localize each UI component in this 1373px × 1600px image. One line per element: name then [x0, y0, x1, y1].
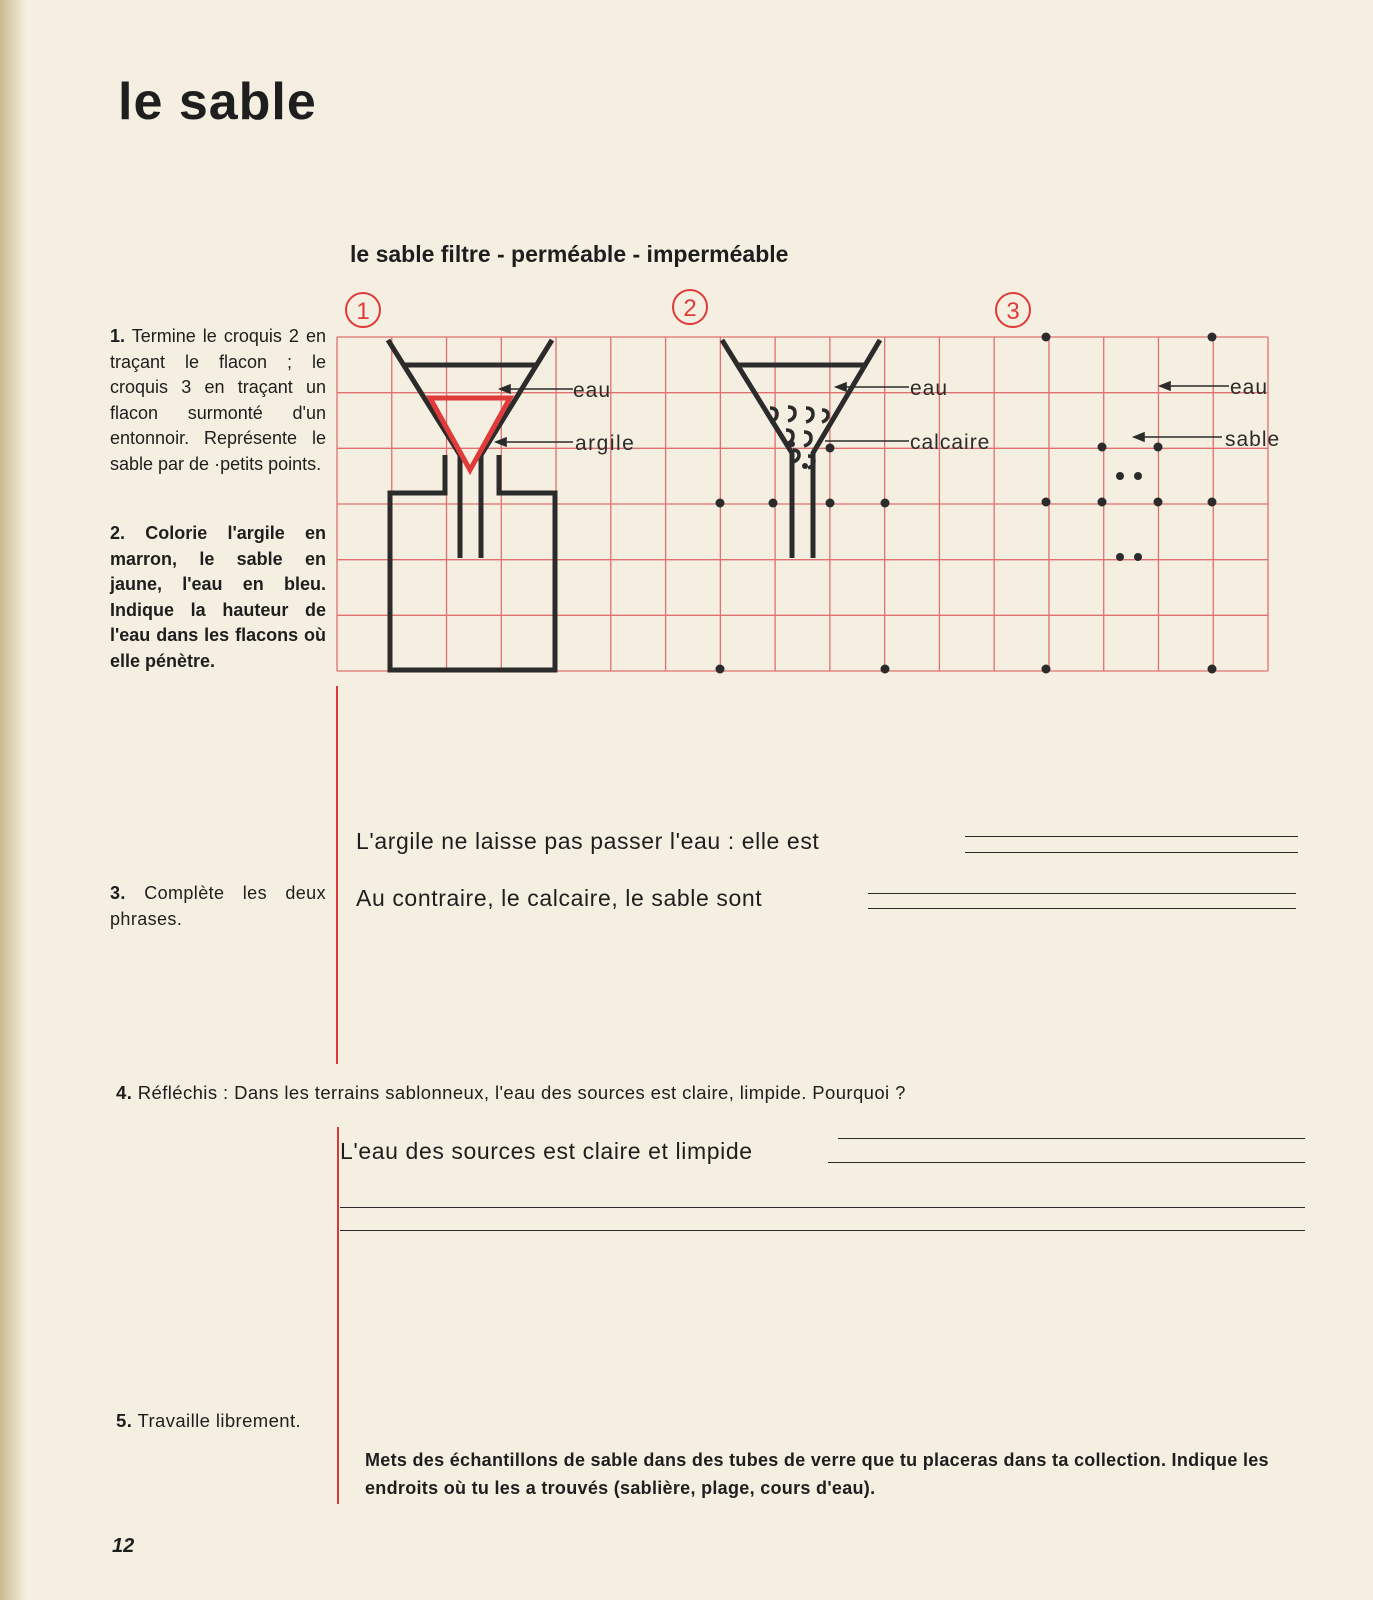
sentence-argile: L'argile ne laisse pas passer l'eau : elle est — [356, 828, 820, 854]
label-eau-1: eau — [573, 379, 612, 402]
instruction-2 — [110, 521, 326, 674]
instruction-5-number: 5. — [116, 1410, 133, 1431]
page-title: le sable — [118, 73, 317, 131]
sketch-number-1-text: 1 — [356, 298, 370, 325]
instruction-1-text: Termine le croquis 2 en traçant le flacon ; le croquis 3 en traçant un flacon surmonté d'un entonnoir. Représente le sable par de ·petits points. — [110, 326, 326, 474]
instruction-3 — [110, 881, 326, 932]
answer-line[interactable] — [868, 893, 1296, 894]
sentence-sources: L'eau des sources est claire et limpide — [340, 1138, 753, 1164]
answer-line[interactable] — [838, 1138, 1305, 1139]
instruction-2-text: Colorie l'argile en marron, le sable en jaune, l'eau en bleu. Indique la hauteur de l'eau dans les flacons où elle pénètre. — [110, 523, 326, 671]
margin-line-1 — [336, 686, 338, 1064]
diagram-grid — [337, 337, 1268, 671]
answer-line[interactable] — [965, 836, 1298, 837]
instruction-4-number: 4. — [116, 1082, 133, 1103]
answer-line[interactable] — [965, 852, 1298, 853]
instruction-1-number: 1. — [110, 326, 126, 346]
instruction-4 — [116, 1082, 906, 1104]
label-eau-2: eau — [910, 377, 949, 400]
instruction-2-number: 2. — [110, 523, 126, 543]
label-argile: argile — [575, 432, 636, 455]
instruction-3-number: 3. — [110, 883, 126, 903]
instruction-3-text: Complète les deux phrases. — [110, 883, 326, 929]
answer-line[interactable] — [828, 1162, 1305, 1163]
instruction-1 — [110, 324, 326, 477]
answer-line[interactable] — [340, 1207, 1305, 1208]
label-sable: sable — [1225, 428, 1281, 451]
label-eau-3: eau — [1230, 376, 1269, 399]
margin-line-2 — [337, 1127, 339, 1504]
sketch-2-funnel — [722, 340, 880, 558]
instruction-4-text: Réfléchis : Dans les terrains sablonneux, l'eau des sources est claire, limpide. Pourquoi ? — [137, 1082, 906, 1103]
sketch-number-3-text: 3 — [1006, 298, 1020, 325]
instruction-5 — [116, 1410, 301, 1432]
instruction-5-text: Travaille librement. — [137, 1410, 302, 1431]
answer-line[interactable] — [868, 908, 1296, 909]
answer-line[interactable] — [340, 1230, 1305, 1231]
sample-collection-instruction: Mets des échantillons de sable dans des tubes de verre que tu placeras dans ta collection. Indique les endroits où tu les a trouvés (sablière, plage, cours d'eau). — [365, 1450, 1269, 1498]
sentence-calcaire: Au contraire, le calcaire, le sable sont — [356, 885, 763, 911]
diagram-subtitle: le sable filtre - perméable - imperméable — [350, 241, 789, 267]
page-number: 12 — [112, 1535, 135, 1557]
label-calcaire: calcaire — [910, 431, 991, 454]
sketch-number-2-text: 2 — [683, 295, 697, 322]
